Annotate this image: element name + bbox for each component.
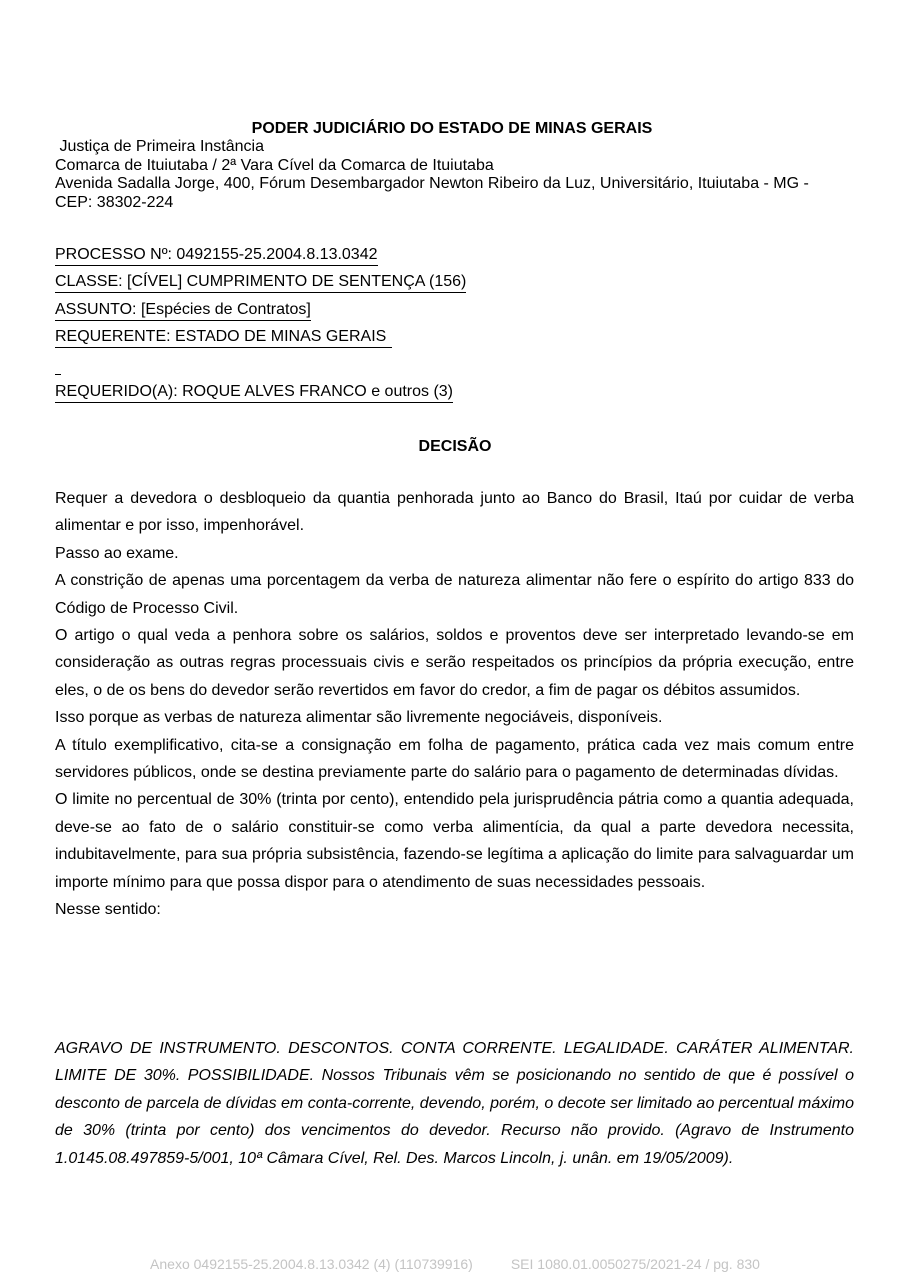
case-subject: ASSUNTO: [Espécies de Contratos] [55,300,875,321]
decision-body [55,485,854,924]
jurisprudence-quote: AGRAVO DE INSTRUMENTO. DESCONTOS. CONTA CORRENTE. LEGALIDADE. CARÁTER ALIMENTAR. LIMITE DE 30%. POSSIBILIDADE. Nossos Tribunais vêm se posicionando no sentido de que é possível o desconto de parcela de dívidas em conta-corrente, devendo, porém, o decote ser limitado ao percentual máximo de 30% (trinta por cento) dos vencimentos do devedor. Recurso não provido. (Agravo de Instrumento 1.0145.08.497859-5/001, 10ª Câmara Cível, Rel. Des. Marcos Lincoln, j. unân. em 19/05/2009). [55,1040,854,1167]
court-title: PODER JUDICIÁRIO DO ESTADO DE MINAS GERAIS [251,120,653,137]
court-instance-line: Justiça de Primeira Instância [55,138,264,155]
footer-sei: SEI 1080.01.0050275/2021-24 / pg. 830 [510,1256,760,1272]
paragraph: O artigo o qual veda a penhora sobre os salários, soldos e proventos deve ser interpretado levando-se em consideração as outras regras processuais civis e serão respeitados os princípios da própria execução, entre eles, o de os bens do devedor serão revertidos em favor do credor, a fim de pagar os débitos assumidos. [55,627,854,699]
case-requerido: REQUERIDO(A): ROQUE ALVES FRANCO e outros (3) [55,382,875,403]
paragraph: Requer a devedora o desbloqueio da quantia penhorada junto ao Banco do Brasil, Itaú por cuidar de verba alimentar e por isso, impenhorável. [55,490,854,535]
footer-annex: Anexo 0492155-25.2004.8.13.0342 (4) (110739916) [150,1256,473,1272]
case-number: PROCESSO Nº: 0492155-25.2004.8.13.0342 [55,245,875,266]
paragraph: O limite no percentual de 30% (trinta por cento), entendido pela jurisprudência pátria como a quantia adequada, deve-se ao fato de o salário constituir-se como verba alimentícia, da qual a parte devedora necessita, indubitavelmente, para sua própria subsistência, fazendo-se legítima a aplicação do limite para salvaguardar um importe mínimo para que possa dispor para o atendimento de suas necessidades pessoais. [55,791,854,891]
paragraph: A constrição de apenas uma porcentagem da verba de natureza alimentar não fere o espírito do artigo 833 do Código de Processo Civil. [55,572,854,617]
paragraph: Isso porque as verbas de natureza alimentar são livremente negociáveis, disponíveis. [55,709,663,727]
paragraph: A título exemplificativo, cita-se a consignação em folha de pagamento, prática cada vez mais comum entre servidores públicos, onde se destina previamente parte do salário para o pagamento de determinadas dívidas. [55,736,854,782]
court-comarca-line: Comarca de Ituiutaba / 2ª Vara Cível da Comarca de Ituiutaba [55,156,494,174]
court-header-info [55,138,855,212]
paragraph: Passo ao exame. [55,544,179,562]
decision-title: DECISÃO [418,438,492,455]
paragraph: Nesse sentido: [55,901,161,919]
page-footer [0,1256,910,1273]
court-address-line: Avenida Sadalla Jorge, 400, Fórum Desembargador Newton Ribeiro da Luz, Universitário, Ituiutaba - MG - [55,175,809,192]
case-class: CLASSE: [CÍVEL] CUMPRIMENTO DE SENTENÇA (156) [55,272,875,293]
underline-mark [55,358,875,380]
case-requerente: REQUERENTE: ESTADO DE MINAS GERAIS [55,327,875,348]
court-cep-line: CEP: 38302-224 [55,193,174,211]
